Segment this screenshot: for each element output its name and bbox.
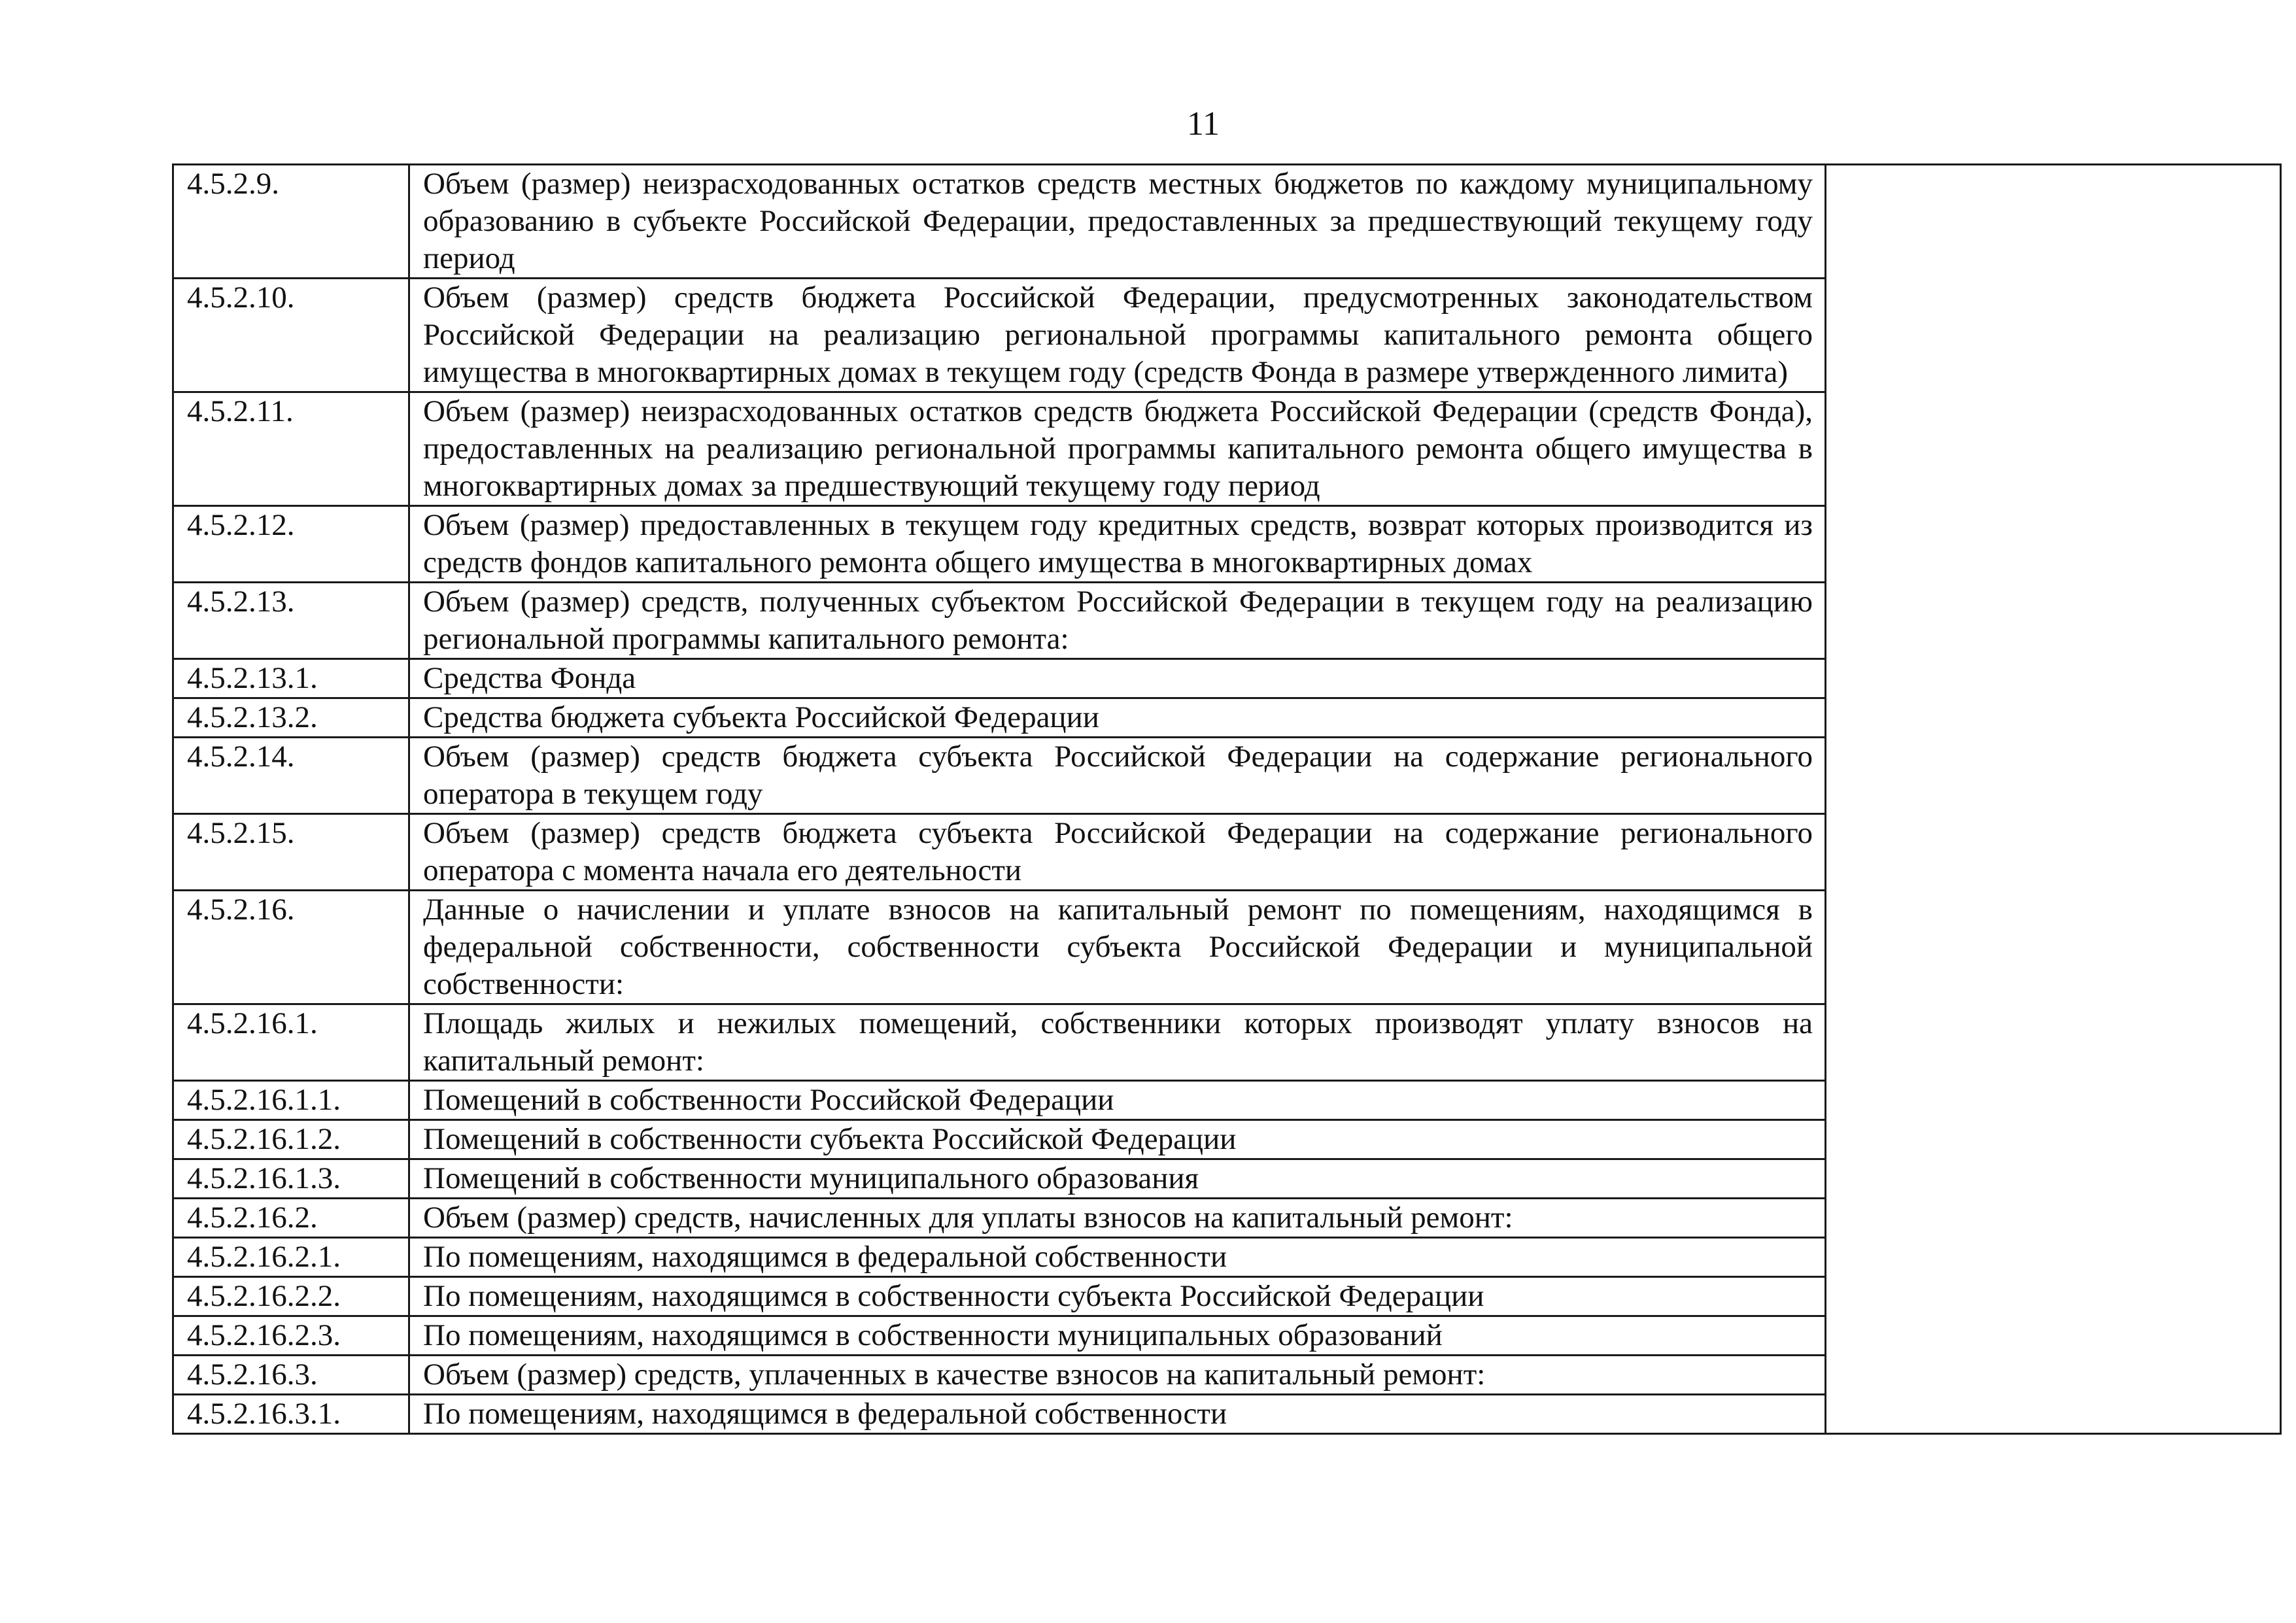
row-description: Объем (размер) средств бюджета субъекта Российской Федерации на содержание регионального оператора в текущем году bbox=[423, 740, 1813, 811]
row-code-cell bbox=[173, 1004, 409, 1081]
row-code: 4.5.2.16.1.2. bbox=[187, 1122, 341, 1156]
row-code: 4.5.2.16.2. bbox=[187, 1201, 318, 1235]
row-code: 4.5.2.16.2.3. bbox=[187, 1318, 341, 1352]
row-code: 4.5.2.13.2. bbox=[187, 700, 318, 734]
row-code-cell bbox=[173, 1316, 409, 1356]
row-description-cell bbox=[409, 392, 1826, 506]
row-code: 4.5.2.16.1.1. bbox=[187, 1083, 341, 1117]
row-description: Объем (размер) средств, полученных субъектом Российской Федерации в текущем году на реализацию региональной программы капитального ремонта: bbox=[423, 585, 1813, 656]
row-description: По помещениям, находящимся в федеральной собственности bbox=[423, 1240, 1227, 1274]
row-description: Помещений в собственности субъекта Российской Федерации bbox=[423, 1122, 1237, 1156]
table-row bbox=[173, 165, 2281, 279]
row-code-cell bbox=[173, 891, 409, 1004]
row-code: 4.5.2.16.2.2. bbox=[187, 1279, 341, 1313]
row-description-cell bbox=[409, 1238, 1826, 1277]
row-code: 4.5.2.16.1. bbox=[187, 1006, 318, 1040]
row-description-cell bbox=[409, 891, 1826, 1004]
row-description-cell bbox=[409, 1316, 1826, 1356]
row-description-cell bbox=[409, 165, 1826, 279]
row-description: По помещениям, находящимся в федеральной собственности bbox=[423, 1397, 1227, 1431]
row-description: Данные о начислении и уплате взносов на капитальный ремонт по помещениям, находящимся в федеральной собственности, собственности субъекта Российской Федерации и муниципальной собственности: bbox=[423, 893, 1813, 1001]
row-code-cell bbox=[173, 1120, 409, 1159]
row-description-cell bbox=[409, 583, 1826, 659]
document-table-wrapper bbox=[172, 163, 2252, 1435]
row-code: 4.5.2.10. bbox=[187, 281, 295, 315]
row-description: Объем (размер) средств, уплаченных в качестве взносов на капитальный ремонт: bbox=[423, 1358, 1486, 1392]
row-code: 4.5.2.16.2.1. bbox=[187, 1240, 341, 1274]
row-description: Помещений в собственности муниципального образования bbox=[423, 1161, 1199, 1195]
row-description: Помещений в собственности Российской Федерации bbox=[423, 1083, 1114, 1117]
row-description-cell bbox=[409, 659, 1826, 698]
row-description: Площадь жилых и нежилых помещений, собственники которых производят уплату взносов на капитальный ремонт: bbox=[423, 1006, 1813, 1078]
row-description-cell bbox=[409, 698, 1826, 738]
row-code-cell bbox=[173, 392, 409, 506]
row-code: 4.5.2.14. bbox=[187, 740, 295, 774]
row-description-cell bbox=[409, 814, 1826, 891]
row-code-cell bbox=[173, 1199, 409, 1238]
row-code-cell bbox=[173, 279, 409, 392]
row-description-cell bbox=[409, 1395, 1826, 1434]
row-description: Объем (размер) предоставленных в текущем году кредитных средств, возврат которых производится из средств фондов капитального ремонта общего имущества в многоквартирных домах bbox=[423, 508, 1813, 579]
row-code: 4.5.2.11. bbox=[187, 394, 294, 428]
row-code: 4.5.2.16.3.1. bbox=[187, 1397, 341, 1431]
row-description: По помещениям, находящимся в собственности субъекта Российской Федерации bbox=[423, 1279, 1484, 1313]
value-column-cell bbox=[1826, 165, 2281, 1434]
row-code: 4.5.2.15. bbox=[187, 816, 295, 850]
row-description-cell bbox=[409, 1356, 1826, 1395]
row-description-cell bbox=[409, 279, 1826, 392]
row-description: Объем (размер) неизрасходованных остатков средств местных бюджетов по каждому муниципальному образованию в субъекте Российской Федерации, предоставленных за предшествующий текущему году период bbox=[423, 167, 1813, 275]
row-code-cell bbox=[173, 583, 409, 659]
row-code: 4.5.2.9. bbox=[187, 167, 279, 201]
row-code-cell bbox=[173, 659, 409, 698]
row-code-cell bbox=[173, 1356, 409, 1395]
row-description: По помещениям, находящимся в собственности муниципальных образований bbox=[423, 1318, 1443, 1352]
row-code-cell bbox=[173, 738, 409, 814]
row-description: Средства бюджета субъекта Российской Федерации bbox=[423, 700, 1099, 734]
row-code-cell bbox=[173, 1159, 409, 1199]
row-description-cell bbox=[409, 506, 1826, 583]
page-number: 11 bbox=[1186, 105, 1220, 143]
row-code-cell bbox=[173, 1277, 409, 1316]
row-code-cell bbox=[173, 1395, 409, 1434]
row-code: 4.5.2.16. bbox=[187, 893, 295, 927]
row-code: 4.5.2.13.1. bbox=[187, 661, 318, 695]
row-description: Средства Фонда bbox=[423, 661, 636, 695]
row-code: 4.5.2.13. bbox=[187, 585, 295, 619]
row-description: Объем (размер) средств бюджета субъекта Российской Федерации на содержание регионального оператора с момента начала его деятельности bbox=[423, 816, 1813, 887]
row-description: Объем (размер) неизрасходованных остатков средств бюджета Российской Федерации (средств Фонда), предоставленных на реализацию региональной программы капитального ремонта общего имущества в многоквартирных домах за предшествующий текущему году период bbox=[423, 394, 1813, 503]
row-code: 4.5.2.12. bbox=[187, 508, 295, 542]
row-code: 4.5.2.16.1.3. bbox=[187, 1161, 341, 1195]
document-table bbox=[172, 163, 2282, 1435]
row-description-cell bbox=[409, 1120, 1826, 1159]
row-code-cell bbox=[173, 165, 409, 279]
row-description-cell bbox=[409, 738, 1826, 814]
row-description-cell bbox=[409, 1081, 1826, 1120]
row-code: 4.5.2.16.3. bbox=[187, 1358, 318, 1392]
row-description-cell bbox=[409, 1277, 1826, 1316]
row-code-cell bbox=[173, 1238, 409, 1277]
row-description: Объем (размер) средств бюджета Российской Федерации, предусмотренных законодательством Российской Федерации на реализацию региональной программы капитального ремонта общего имущества в многоквартирных домах в текущем году (средств Фонда в размере утвержденного лимита) bbox=[423, 281, 1813, 389]
table-body bbox=[173, 165, 2281, 1434]
row-description-cell bbox=[409, 1159, 1826, 1199]
row-description-cell bbox=[409, 1199, 1826, 1238]
row-code-cell bbox=[173, 814, 409, 891]
row-code-cell bbox=[173, 1081, 409, 1120]
row-description: Объем (размер) средств, начисленных для уплаты взносов на капитальный ремонт: bbox=[423, 1201, 1513, 1235]
row-description-cell bbox=[409, 1004, 1826, 1081]
row-code-cell bbox=[173, 698, 409, 738]
row-code-cell bbox=[173, 506, 409, 583]
